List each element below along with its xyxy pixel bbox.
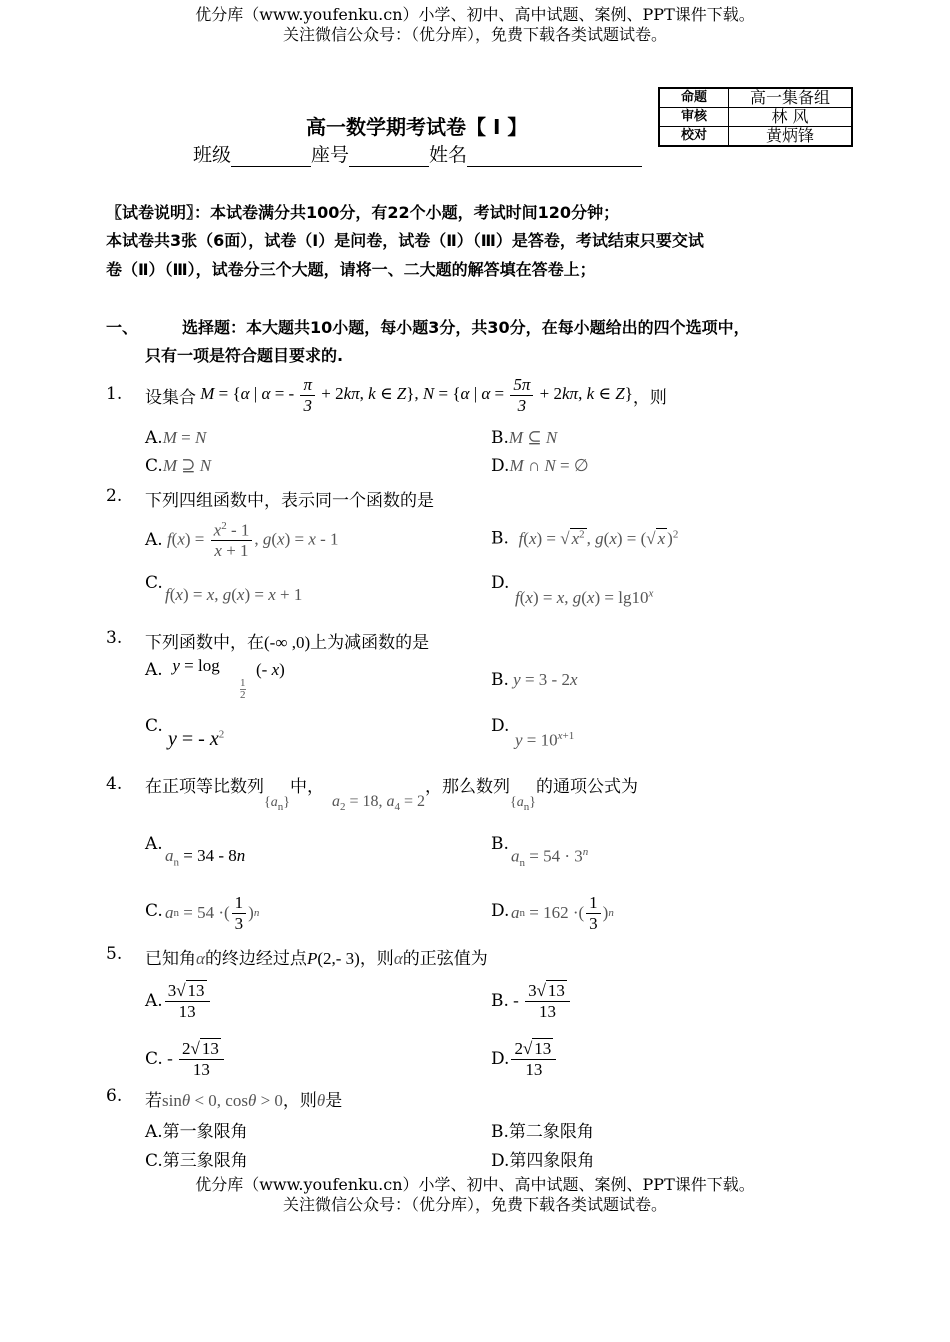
- option-b: [491, 670, 578, 690]
- option-expr: $\frac{3√ 13}{13}$: [525, 981, 570, 1021]
- stem-text: 的正弦值为: [402, 949, 488, 969]
- option-b: [491, 428, 557, 448]
- name-label: 姓名: [429, 144, 468, 166]
- stem-text: 的终边经过点: [204, 949, 307, 969]
- option-d: [491, 456, 589, 476]
- stem-text: 中，: [289, 777, 324, 797]
- class-blank[interactable]: [231, 144, 311, 167]
- option-label: D.: [491, 901, 510, 921]
- set-expression: M = {α | α = - $\frac{\pi}{3}$ + 2kπ, k ∈ Z}, N = {α | α = $\frac{5\pi}{3}$ + 2kπ, k ∈ Z}: [196, 374, 633, 415]
- option-label: D.: [491, 1049, 510, 1069]
- log-base-fraction: 1 2: [240, 677, 246, 701]
- option-label: B.: [491, 834, 509, 854]
- option-c: [145, 1034, 226, 1084]
- review-value: 林 风: [729, 108, 853, 127]
- review-key: 校对: [659, 127, 729, 147]
- option-label: C.: [145, 1049, 163, 1069]
- question-number: 5.: [106, 944, 123, 964]
- question-1-stem: [145, 370, 667, 420]
- option-expr: M = N: [162, 428, 207, 447]
- stem-text: 已知角: [145, 949, 196, 969]
- option-a: [145, 656, 220, 680]
- option-label: B.: [491, 428, 509, 448]
- given-terms-expr: $a_2 = 18$, $a_4 = 2$: [323, 793, 426, 814]
- option-b: [491, 976, 572, 1026]
- option-expr: $\frac{3√ 13}{13}$: [165, 981, 210, 1021]
- question-6-stem: [145, 1086, 342, 1111]
- stem-text: 是: [325, 1091, 343, 1111]
- stem-text: 下列函数中，在: [145, 633, 264, 653]
- review-value: 黄炳锋: [729, 127, 853, 147]
- option-expr: M ⊆ N: [508, 428, 558, 447]
- stem-text: ，则: [632, 387, 667, 408]
- option-d-expr: [515, 587, 653, 608]
- option-expr: M ⊇ N: [162, 456, 212, 475]
- option-a-expr: $a_n = 34 - 8n$: [165, 846, 246, 869]
- question-number: 4.: [106, 774, 123, 794]
- option-label: B.: [491, 991, 509, 1011]
- stem-text: 若: [145, 1091, 162, 1111]
- review-row: [659, 88, 852, 108]
- stem-text: 设集合: [145, 387, 196, 408]
- option-a: [145, 834, 163, 854]
- review-value: 高一集备组: [729, 88, 853, 108]
- option-label: A.: [145, 428, 163, 448]
- option-label: A.: [145, 991, 163, 1011]
- footer-line-1: 优分库（www.youfenku.cn）小学、初中、高中试题、案例、PPT课件下载。: [195, 1175, 755, 1194]
- stem-text: 在正项等比数列: [145, 777, 264, 797]
- alpha-symbol: α: [393, 949, 403, 968]
- option-label: A.: [145, 530, 163, 550]
- option-expr: y = log: [168, 656, 220, 675]
- option-d-expr: a n = 162 ·( $\frac{1}{3}$ ) n: [511, 892, 614, 933]
- option-c: [145, 716, 163, 736]
- review-key: 命题: [659, 88, 729, 108]
- option-label: D.: [491, 716, 510, 736]
- option-b: B.第二象限角: [491, 1122, 594, 1142]
- option-expr: f(x) = x, g(x) = x + 1: [165, 585, 303, 604]
- option-d: D.第四象限角: [491, 1151, 595, 1171]
- question-number: 3.: [106, 628, 123, 648]
- option-c-expr: [165, 585, 302, 605]
- seat-label: 座号: [311, 144, 350, 166]
- option-label: C.: [145, 456, 163, 476]
- footer-line-2: 关注微信公众号：（优分库），免费下载各类试题试卷。: [282, 1195, 667, 1214]
- question-3-stem: [145, 628, 429, 653]
- header-line-2: 关注微信公众号：（优分库），免费下载各类试题试卷。: [282, 25, 667, 44]
- interval-expr: (-∞ ,0): [264, 633, 311, 652]
- question-number: 6.: [106, 1086, 123, 1106]
- header-line-1: 优分库（www.youfenku.cn）小学、初中、高中试题、案例、PPT课件下载。: [195, 5, 755, 24]
- page-title: 高一数学期考试卷【 Ⅰ 】: [306, 115, 528, 139]
- log-argument: (- x): [256, 660, 285, 679]
- review-row: [659, 127, 852, 147]
- option-c: C.第三象限角: [145, 1151, 248, 1171]
- seat-blank[interactable]: [349, 144, 429, 167]
- option-c: [145, 573, 163, 593]
- stem-text: ，则: [282, 1091, 317, 1111]
- instruction-line-3: 卷（Ⅱ）（Ⅲ），试卷分三个大题，请将一、二大题的解答填在答卷上；: [106, 260, 596, 279]
- option-d: [491, 573, 509, 593]
- option-expr: M ∩ N = ∅: [509, 456, 589, 475]
- option-d-expr: $y = 10^{x+1}$: [515, 730, 575, 750]
- option-label: B.: [491, 528, 509, 549]
- sequence-expr: {an}: [264, 795, 290, 813]
- option-a: [145, 514, 339, 566]
- option-d: [491, 901, 509, 921]
- option-label: D.: [491, 573, 510, 593]
- option-label: C.: [145, 573, 163, 593]
- section-heading-line-2: 只有一项是符合题目要求的.: [145, 346, 344, 365]
- option-b: [491, 528, 678, 549]
- alpha-symbol: α: [196, 949, 205, 968]
- stem-text: ，则: [359, 949, 394, 969]
- question-2-stem: 下列四组函数中，表示同一个函数的是: [145, 491, 434, 511]
- section-number: 一、: [106, 318, 139, 337]
- question-number: 1.: [106, 384, 123, 404]
- option-label: D.: [491, 456, 510, 476]
- minus-sign: -: [508, 991, 524, 1010]
- option-label: A.: [145, 834, 163, 854]
- option-d: [491, 1034, 558, 1084]
- option-c: [145, 456, 211, 476]
- option-expr: $\frac{2√ 13}{13}$: [179, 1039, 224, 1079]
- option-c-expr: y = - $x^2$: [168, 728, 225, 750]
- theta-symbol: θ: [316, 1091, 326, 1110]
- sequence-expr: {an}: [510, 795, 536, 813]
- option-expr: f(x) = $\frac{x^2 - 1}{x + 1}$ , g(x) = x - 1: [162, 519, 339, 560]
- option-label: C.: [145, 716, 163, 736]
- option-expr: f(x) = √ $x^2$ , g(x) = (√ x )$^2$: [514, 528, 679, 548]
- option-expr: $\frac{2√ 13}{13}$: [511, 1039, 556, 1079]
- option-expr: f(x) = x, $g(x) = \lg 10^x$: [515, 587, 654, 607]
- option-a: [145, 976, 212, 1026]
- section-heading-line-1: 选择题：本大题共10小题，每小题3分，共30分，在每小题给出的四个选项中，: [182, 318, 750, 337]
- class-label: 班级: [193, 144, 232, 166]
- option-d: [491, 716, 509, 736]
- point-expr: P(2,- 3): [306, 949, 360, 968]
- stem-text: ，那么数列: [425, 777, 511, 797]
- review-row: [659, 108, 852, 127]
- review-table: [658, 87, 853, 147]
- question-number: 2.: [106, 486, 123, 506]
- stem-text: 上为减函数的是: [310, 633, 430, 653]
- instruction-line-2: 本试卷共3张（6面），试卷（Ⅰ）是问卷，试卷（Ⅱ）（Ⅲ）是答卷，考试结束只要交试: [106, 231, 704, 250]
- option-b-expr: $a_n = 54 \cdot 3^n$: [511, 846, 589, 870]
- option-c: [145, 901, 163, 921]
- question-4-stem: [145, 772, 638, 814]
- name-blank[interactable]: [467, 144, 642, 167]
- option-c-expr: a n = 54 ·( $\frac{1}{3}$ ) n: [165, 892, 260, 933]
- option-b: [491, 834, 509, 854]
- option-a: A.第一象限角: [145, 1122, 248, 1142]
- student-info-line: [193, 140, 642, 167]
- option-label: A.: [145, 660, 163, 680]
- instruction-line-1: 〖试卷说明〗：本试卷满分共100分，有22个小题，考试时间120分钟；: [106, 203, 620, 222]
- option-label: B.: [491, 670, 509, 690]
- question-5-stem: [145, 944, 488, 969]
- condition-expr: sinθ < 0, cosθ > 0: [162, 1091, 283, 1110]
- option-expr: y = 3 - 2x: [508, 670, 578, 689]
- minus-sign: -: [162, 1049, 177, 1068]
- option-label: C.: [145, 901, 163, 921]
- stem-text: 的通项公式为: [536, 777, 638, 797]
- review-key: 审核: [659, 108, 729, 127]
- option-a: [145, 428, 206, 448]
